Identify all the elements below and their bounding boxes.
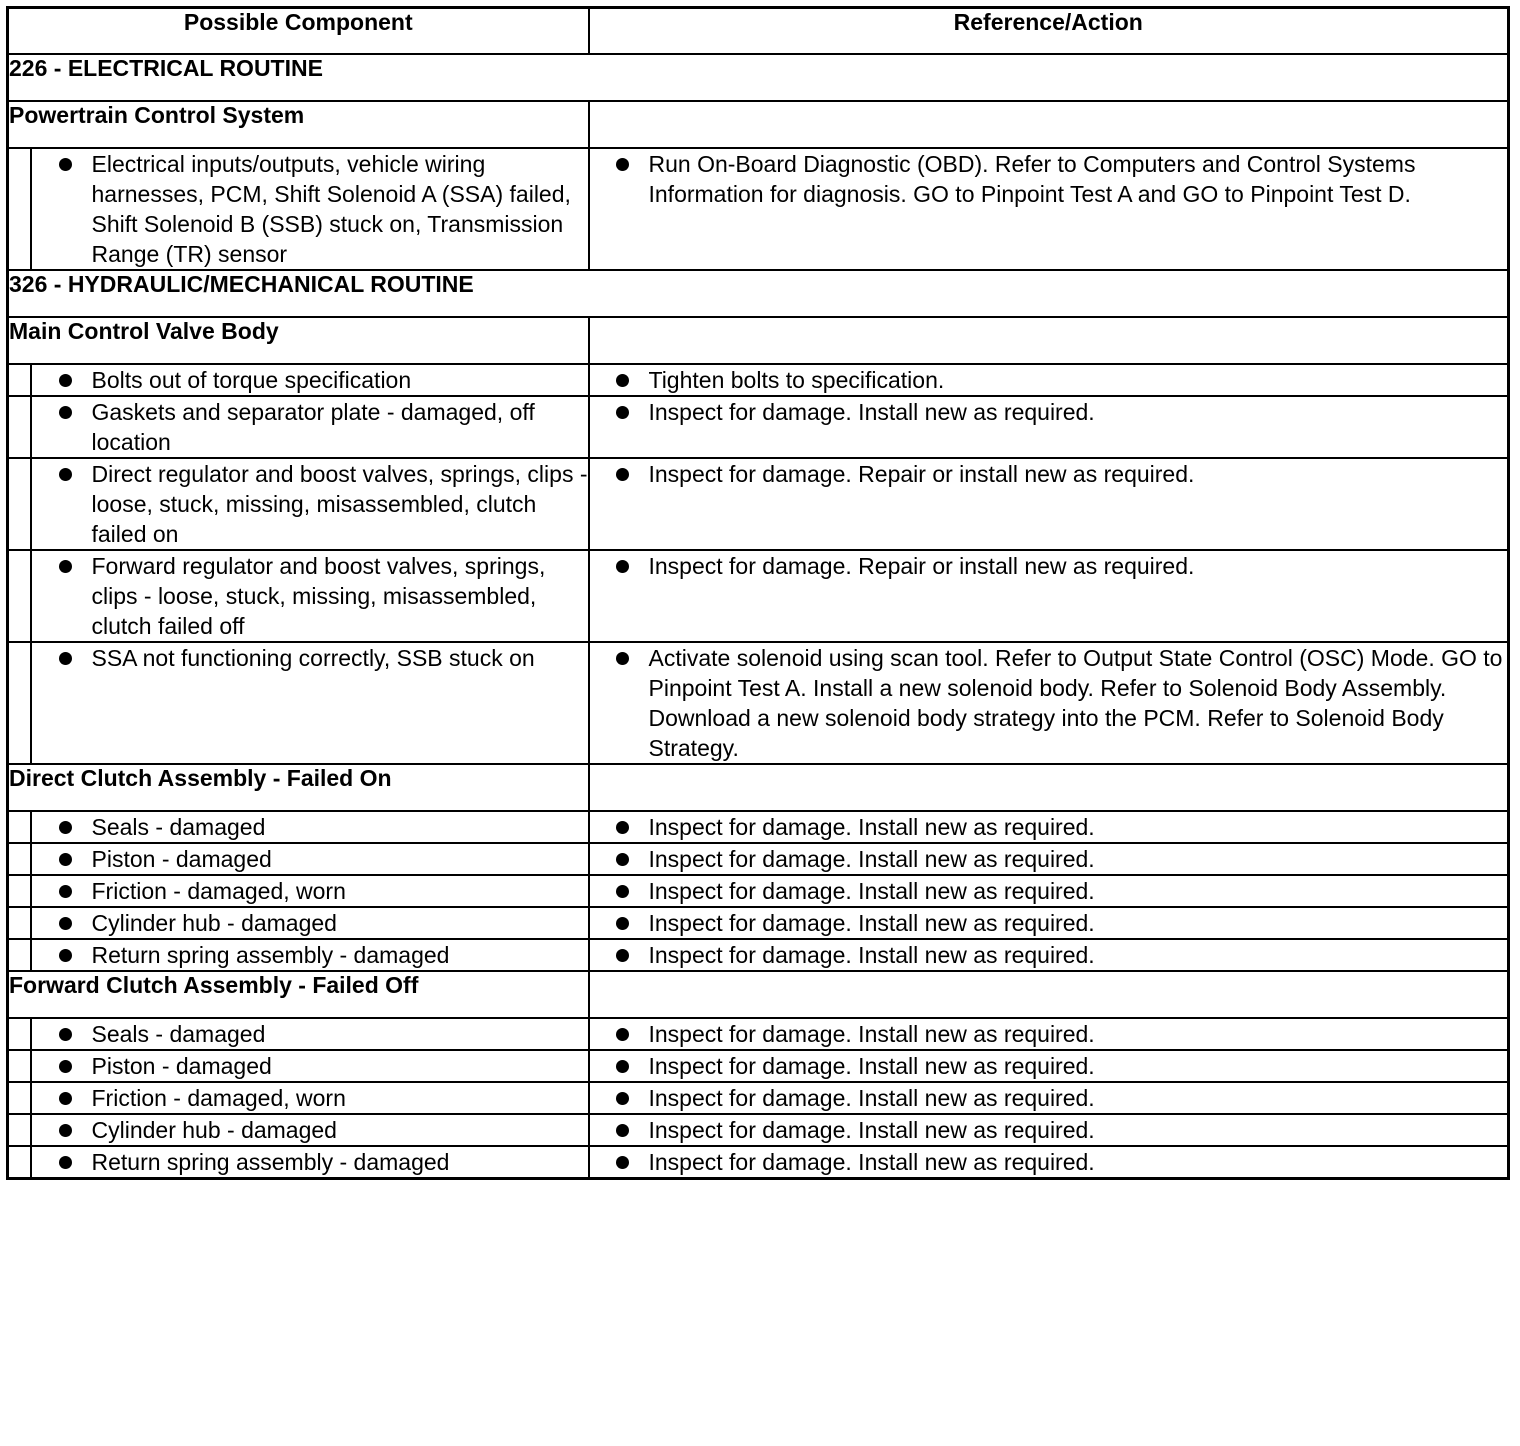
bullet-icon xyxy=(616,949,629,962)
indent-gutter xyxy=(8,1018,31,1050)
bullet-icon xyxy=(59,1028,72,1041)
bullet-icon xyxy=(616,853,629,866)
component-cell-text: SSA not functioning correctly, SSB stuck on xyxy=(91,645,535,671)
action-cell-text: Inspect for damage. Install new as required. xyxy=(648,846,1095,872)
action-cell-text: Inspect for damage. Install new as required. xyxy=(648,910,1095,936)
indent-gutter xyxy=(8,550,31,642)
action-cell-text: Inspect for damage. Install new as required. xyxy=(648,942,1095,968)
bullet-icon xyxy=(616,652,629,665)
table-row xyxy=(8,1018,1509,1050)
table-row xyxy=(8,843,1509,875)
action-cell-text: Inspect for damage. Install new as required. xyxy=(648,814,1095,840)
bullet-item xyxy=(590,1051,1508,1081)
bullet-item xyxy=(590,551,1508,581)
action-cell xyxy=(589,396,1509,458)
group-title: Main Control Valve Body xyxy=(8,317,589,364)
bullet-icon xyxy=(616,1156,629,1169)
diagnostic-table xyxy=(6,6,1510,1180)
indent-gutter xyxy=(8,642,31,764)
bullet-icon xyxy=(59,560,72,573)
bullet-item xyxy=(32,908,588,938)
bullet-item xyxy=(32,1051,588,1081)
bullet-item xyxy=(590,1147,1508,1177)
bullet-icon xyxy=(616,885,629,898)
bullet-icon xyxy=(616,1028,629,1041)
table-row xyxy=(8,1050,1509,1082)
bullet-icon xyxy=(616,1124,629,1137)
component-cell xyxy=(31,642,589,764)
component-cell xyxy=(31,875,589,907)
component-cell xyxy=(31,550,589,642)
component-cell xyxy=(31,811,589,843)
indent-gutter xyxy=(8,939,31,971)
component-cell xyxy=(31,843,589,875)
bullet-item xyxy=(590,397,1508,427)
action-cell xyxy=(589,550,1509,642)
action-cell-text: Activate solenoid using scan tool. Refer to Output State Control (OSC) Mode. GO to Pinpoint Test A. Install a new solenoid body. Refer to Solenoid Body Assembly. Download a new solenoid body strategy into the PCM. Refer to Solenoid Body Strategy. xyxy=(648,645,1503,761)
action-cell xyxy=(589,642,1509,764)
bullet-icon xyxy=(59,652,72,665)
table-row xyxy=(8,458,1509,550)
indent-gutter xyxy=(8,1082,31,1114)
group-action-empty xyxy=(589,101,1509,148)
bullet-item xyxy=(32,149,588,269)
bullet-item xyxy=(590,908,1508,938)
action-cell-text: Inspect for damage. Install new as required. xyxy=(648,1117,1095,1143)
table-row xyxy=(8,907,1509,939)
bullet-item xyxy=(32,1019,588,1049)
indent-gutter xyxy=(8,364,31,396)
action-cell xyxy=(589,1082,1509,1114)
component-cell-text: Bolts out of torque specification xyxy=(91,367,412,393)
bullet-item xyxy=(32,1083,588,1113)
group-title: Direct Clutch Assembly - Failed On xyxy=(8,764,589,811)
bullet-item xyxy=(32,551,588,641)
bullet-item xyxy=(32,1115,588,1145)
action-cell xyxy=(589,364,1509,396)
component-cell-text: Direct regulator and boost valves, springs, clips - loose, stuck, missing, misassembled, clutch failed on xyxy=(91,461,588,547)
bullet-item xyxy=(590,1083,1508,1113)
bullet-item xyxy=(32,812,588,842)
action-cell xyxy=(589,939,1509,971)
indent-gutter xyxy=(8,458,31,550)
bullet-item xyxy=(590,149,1508,209)
component-cell xyxy=(31,148,589,270)
bullet-icon xyxy=(59,1124,72,1137)
routine-title: 326 - HYDRAULIC/MECHANICAL ROUTINE xyxy=(8,270,1509,317)
component-cell-text: Gaskets and separator plate - damaged, off location xyxy=(91,399,535,455)
action-cell-text: Inspect for damage. Install new as required. xyxy=(648,878,1095,904)
component-cell-text: Friction - damaged, worn xyxy=(91,1085,346,1111)
table-row xyxy=(8,1146,1509,1179)
header-reference-action: Reference/Action xyxy=(589,8,1509,55)
table-row xyxy=(8,550,1509,642)
indent-gutter xyxy=(8,843,31,875)
action-cell-text: Inspect for damage. Repair or install new as required. xyxy=(648,553,1195,579)
bullet-item xyxy=(590,844,1508,874)
bullet-item xyxy=(590,1115,1508,1145)
component-cell-text: Return spring assembly - damaged xyxy=(91,942,450,968)
table-row xyxy=(8,642,1509,764)
component-cell-text: Seals - damaged xyxy=(91,1021,266,1047)
action-cell xyxy=(589,811,1509,843)
group-row xyxy=(8,971,1509,1018)
action-cell xyxy=(589,1018,1509,1050)
action-cell xyxy=(589,458,1509,550)
bullet-icon xyxy=(616,560,629,573)
bullet-icon xyxy=(59,853,72,866)
action-cell xyxy=(589,1146,1509,1179)
action-cell-text: Run On-Board Diagnostic (OBD). Refer to Computers and Control Systems Information for diagnosis. GO to Pinpoint Test A and GO to Pinpoint Test D. xyxy=(648,151,1416,207)
bullet-icon xyxy=(59,468,72,481)
indent-gutter xyxy=(8,1114,31,1146)
bullet-icon xyxy=(616,158,629,171)
component-cell xyxy=(31,1114,589,1146)
action-cell-text: Inspect for damage. Install new as required. xyxy=(648,1085,1095,1111)
header-row xyxy=(8,8,1509,55)
table-row xyxy=(8,364,1509,396)
bullet-icon xyxy=(616,917,629,930)
action-cell xyxy=(589,1114,1509,1146)
bullet-icon xyxy=(616,1092,629,1105)
table-row xyxy=(8,1114,1509,1146)
bullet-icon xyxy=(616,821,629,834)
component-cell-text: Cylinder hub - damaged xyxy=(91,1117,337,1143)
indent-gutter xyxy=(8,396,31,458)
action-cell-text: Inspect for damage. Install new as required. xyxy=(648,1053,1095,1079)
group-action-empty xyxy=(589,764,1509,811)
bullet-icon xyxy=(59,374,72,387)
bullet-icon xyxy=(59,406,72,419)
group-row xyxy=(8,764,1509,811)
component-cell xyxy=(31,364,589,396)
action-cell xyxy=(589,843,1509,875)
component-cell xyxy=(31,1050,589,1082)
table-body xyxy=(8,54,1509,1179)
action-cell xyxy=(589,148,1509,270)
bullet-item xyxy=(32,876,588,906)
bullet-icon xyxy=(59,917,72,930)
component-cell xyxy=(31,1018,589,1050)
indent-gutter xyxy=(8,811,31,843)
component-cell xyxy=(31,1146,589,1179)
action-cell-text: Inspect for damage. Install new as required. xyxy=(648,1149,1095,1175)
bullet-icon xyxy=(616,406,629,419)
bullet-icon xyxy=(59,158,72,171)
action-cell-text: Inspect for damage. Repair or install new as required. xyxy=(648,461,1195,487)
routine-row xyxy=(8,54,1509,101)
bullet-item xyxy=(590,365,1508,395)
group-action-empty xyxy=(589,971,1509,1018)
bullet-icon xyxy=(59,949,72,962)
bullet-item xyxy=(32,844,588,874)
bullet-item xyxy=(32,397,588,457)
bullet-item xyxy=(590,876,1508,906)
component-cell xyxy=(31,396,589,458)
action-cell xyxy=(589,1050,1509,1082)
component-cell-text: Forward regulator and boost valves, springs, clips - loose, stuck, missing, misassembled, clutch failed off xyxy=(91,553,546,639)
group-row xyxy=(8,101,1509,148)
bullet-icon xyxy=(59,1156,72,1169)
bullet-icon xyxy=(59,1060,72,1073)
component-cell-text: Piston - damaged xyxy=(91,1053,272,1079)
bullet-icon xyxy=(616,1060,629,1073)
bullet-item xyxy=(590,1019,1508,1049)
component-cell-text: Return spring assembly - damaged xyxy=(91,1149,450,1175)
component-cell-text: Friction - damaged, worn xyxy=(91,878,346,904)
indent-gutter xyxy=(8,148,31,270)
group-title: Forward Clutch Assembly - Failed Off xyxy=(8,971,589,1018)
table-row xyxy=(8,811,1509,843)
indent-gutter xyxy=(8,1050,31,1082)
group-action-empty xyxy=(589,317,1509,364)
header-possible-component: Possible Component xyxy=(8,8,589,55)
routine-title: 226 - ELECTRICAL ROUTINE xyxy=(8,54,1509,101)
indent-gutter xyxy=(8,1146,31,1179)
bullet-icon xyxy=(59,821,72,834)
bullet-icon xyxy=(59,1092,72,1105)
action-cell-text: Inspect for damage. Install new as required. xyxy=(648,1021,1095,1047)
bullet-icon xyxy=(616,468,629,481)
component-cell-text: Piston - damaged xyxy=(91,846,272,872)
table-row xyxy=(8,1082,1509,1114)
table-row xyxy=(8,939,1509,971)
action-cell-text: Inspect for damage. Install new as required. xyxy=(648,399,1095,425)
component-cell xyxy=(31,907,589,939)
component-cell xyxy=(31,1082,589,1114)
bullet-item xyxy=(590,812,1508,842)
bullet-icon xyxy=(616,374,629,387)
indent-gutter xyxy=(8,907,31,939)
bullet-item xyxy=(590,643,1508,763)
bullet-item xyxy=(32,459,588,549)
component-cell-text: Electrical inputs/outputs, vehicle wiring harnesses, PCM, Shift Solenoid A (SSA) failed, Shift Solenoid B (SSB) stuck on, Transmission Range (TR) sensor xyxy=(91,151,571,267)
indent-gutter xyxy=(8,875,31,907)
bullet-item xyxy=(590,940,1508,970)
group-title: Powertrain Control System xyxy=(8,101,589,148)
component-cell xyxy=(31,458,589,550)
component-cell-text: Seals - damaged xyxy=(91,814,266,840)
group-row xyxy=(8,317,1509,364)
action-cell-text: Tighten bolts to specification. xyxy=(648,367,945,393)
bullet-item xyxy=(32,643,588,673)
action-cell xyxy=(589,907,1509,939)
bullet-icon xyxy=(59,885,72,898)
component-cell-text: Cylinder hub - damaged xyxy=(91,910,337,936)
routine-row xyxy=(8,270,1509,317)
table-row xyxy=(8,875,1509,907)
bullet-item xyxy=(32,365,588,395)
table-row xyxy=(8,396,1509,458)
component-cell xyxy=(31,939,589,971)
bullet-item xyxy=(32,940,588,970)
action-cell xyxy=(589,875,1509,907)
bullet-item xyxy=(590,459,1508,489)
table-row xyxy=(8,148,1509,270)
bullet-item xyxy=(32,1147,588,1177)
